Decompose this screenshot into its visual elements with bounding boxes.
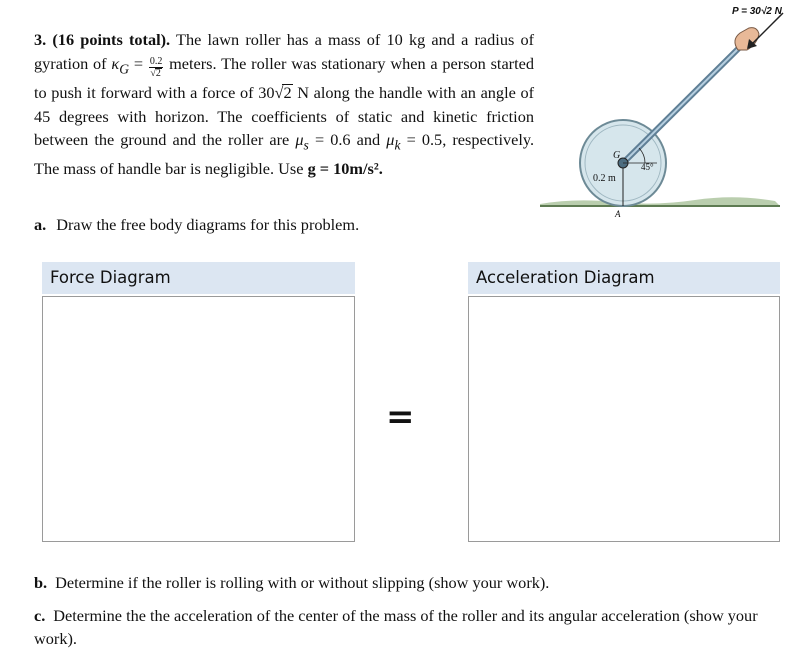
angle-label: 45° (641, 162, 654, 172)
sqrt-sign: √ (150, 67, 156, 79)
fraction-numerator: 0.2 (149, 55, 163, 67)
mu-static-subscript: s (303, 137, 309, 153)
lawn-roller-figure (535, 0, 810, 220)
equals-sign: = (386, 397, 415, 437)
kappa-subscript: G (119, 61, 130, 77)
part-b-text: Determine if the roller is rolling with or without slipping (show your work). (55, 573, 550, 592)
part-c-text: Determine the the acceleration of the center of the mass of the roller and its angular acceleration (show your work). (34, 606, 758, 648)
force-diagram-title: Force Diagram (50, 268, 171, 287)
hand-icon (735, 28, 759, 50)
force-root: 2 (283, 82, 292, 102)
part-b-letter: b. (34, 573, 48, 592)
force-unit: N (297, 82, 309, 102)
sqrt-sign: √ (274, 82, 284, 102)
acceleration-diagram-header (468, 262, 780, 294)
problem-text-4: respectively. The mass of handle bar is negligible. Use (34, 130, 535, 179)
point-a-label: A (615, 209, 621, 219)
ground-grass (540, 197, 780, 206)
mu-kinetic-symbol: μ (386, 130, 395, 150)
part-c-letter: c. (34, 606, 46, 625)
mu-static-symbol: μ (295, 130, 304, 150)
fraction-denominator (149, 68, 164, 79)
kappa-symbol: κ (111, 53, 120, 73)
force-value: 30 (258, 82, 275, 102)
part-c (34, 604, 804, 650)
problem-points: (16 points total). (52, 30, 171, 49)
part-a (34, 215, 359, 235)
and-word: and (356, 130, 381, 150)
gravity-value: = 10m/s². (319, 159, 383, 179)
gyration-fraction (149, 57, 164, 79)
equals-symbol: = (133, 53, 144, 73)
acceleration-diagram-title: Acceleration Diagram (476, 268, 655, 287)
acceleration-diagram-area[interactable] (468, 296, 780, 542)
force-diagram-header (42, 262, 355, 294)
g-label: G (613, 150, 621, 161)
handle-highlight (623, 42, 745, 163)
part-a-text: Draw the free body diagrams for this problem. (56, 215, 360, 234)
mu-static-value: = 0.6 (314, 130, 351, 150)
force-diagram-area[interactable] (42, 296, 355, 542)
problem-number: 3. (34, 30, 47, 49)
mu-kinetic-subscript: k (394, 137, 401, 153)
part-b (34, 573, 549, 593)
sqrt-radicand: 2 (155, 67, 161, 79)
mu-kinetic-value: = 0.5, (406, 130, 447, 150)
problem-statement (34, 28, 534, 181)
problem-text-1: The lawn roller has a mass of 10 kg and a radius of gyration of (34, 30, 535, 73)
problem-text-2: meters. The roller was stationary when a person started to push it forward with a force of (34, 53, 534, 102)
gravity-symbol: g (307, 159, 316, 179)
radius-label: 0.2 m (593, 173, 616, 184)
force-p-label: P = 30√2 N (732, 6, 782, 17)
part-a-letter: a. (34, 215, 47, 234)
problem-text-3: along the handle with an angle of 45 degrees with horizon. The coefficients of static and kinetic friction between the ground and the roller are (34, 82, 535, 150)
